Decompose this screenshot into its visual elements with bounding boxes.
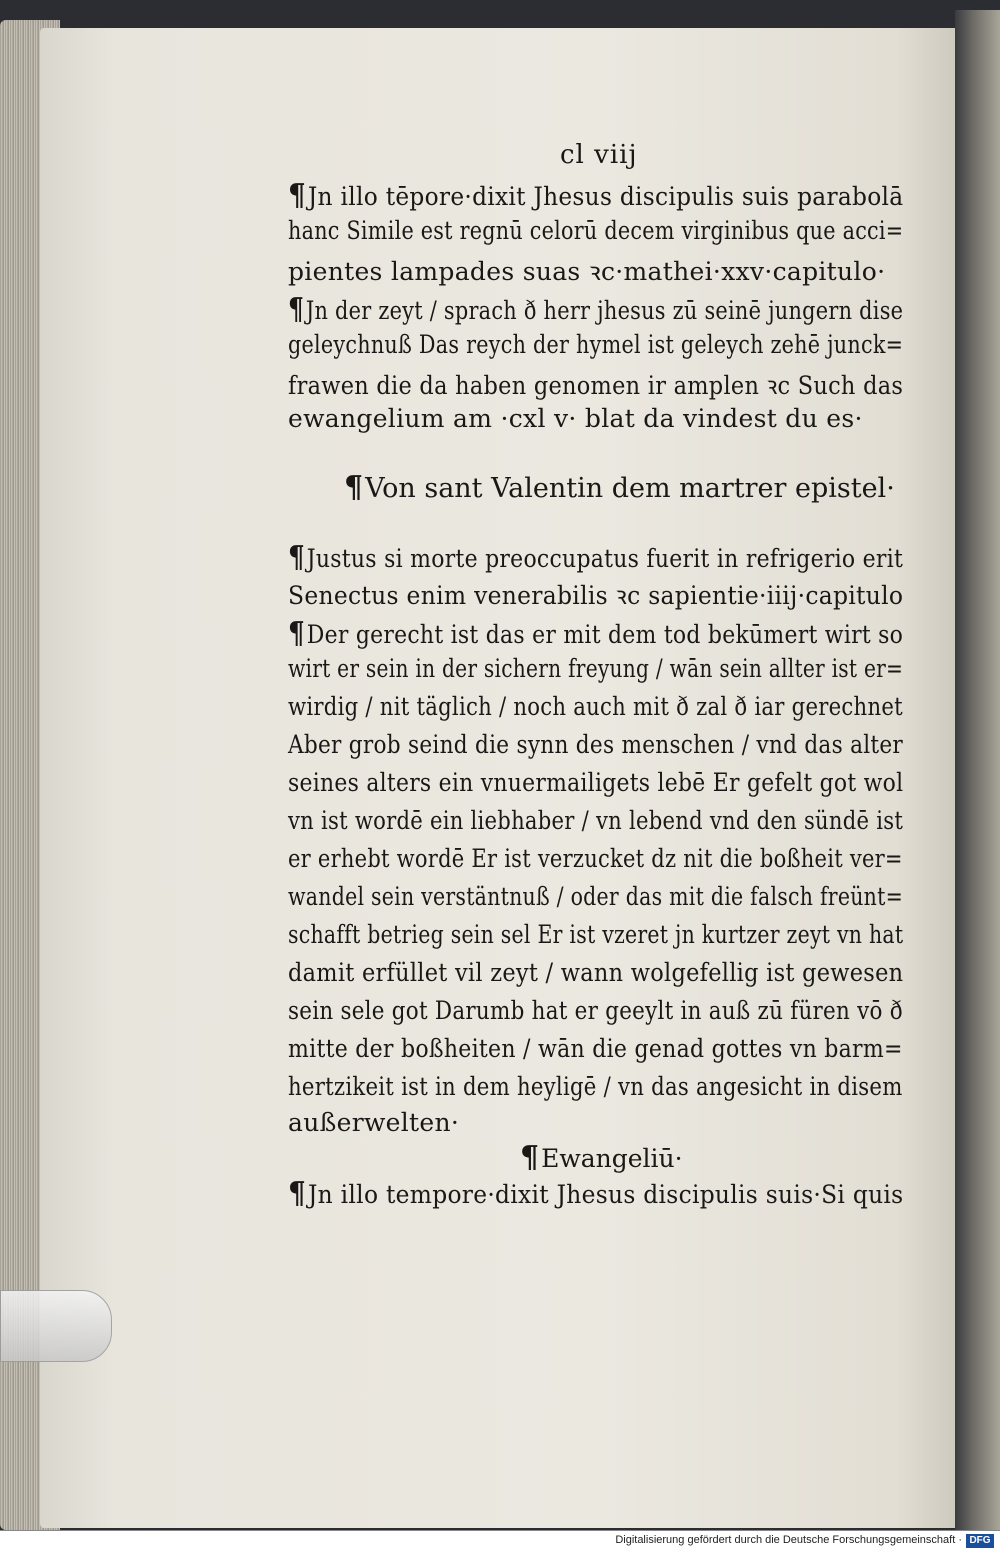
text-line: frawen die da haben genomen ir amplen ꝛc Such das <box>288 371 904 400</box>
text-line: mitte der boßheiten / wān die genad gottes vn barm= <box>288 1034 903 1063</box>
text-line: Aber grob seind die synn des menschen / vnd das alter <box>288 730 903 759</box>
text-line: pientes lampades suas ꝛc·mathei·xxv·capitulo· <box>288 257 886 286</box>
pilcrow-icon: ¶ <box>344 470 364 505</box>
pilcrow-icon: ¶ <box>288 178 307 213</box>
footer-credit: Digitalisierung gefördert durch die Deutsche Forschungsgemeinschaft · <box>615 1534 962 1546</box>
text-line: ¶Justus si morte preoccupatus fuerit in refrigerio erit <box>288 540 904 575</box>
footer-bar <box>0 1530 1000 1552</box>
text-line: ¶Jn illo tempore·dixit Jhesus discipulis suis·Si quis <box>288 1176 904 1211</box>
text-line: hertzikeit ist in dem heyligē / vn das angesicht in disem <box>288 1072 903 1101</box>
text-line: wirt er sein in der sichern freyung / wān sein allter ist er= <box>288 654 904 683</box>
pilcrow-icon: ¶ <box>520 1140 540 1175</box>
dfg-logo: DFG <box>966 1534 994 1548</box>
text-line: außerwelten· <box>288 1108 460 1137</box>
text-line: sein sele got Darumb hat er geeylt in auß zū füren vō ð <box>288 996 903 1025</box>
text-line: wirdig / nit täglich / noch auch mit ð zal ð iar gerechnet <box>288 692 903 721</box>
pilcrow-icon: ¶ <box>288 1176 307 1211</box>
text-line: ewangelium am ·cxl v· blat da vindest du es· <box>288 404 863 433</box>
text-line: ¶Der gerecht ist das er mit dem tod bekūmert wirt so <box>288 616 904 651</box>
pilcrow-icon: ¶ <box>288 616 306 651</box>
pilcrow-icon: ¶ <box>288 292 305 327</box>
text-line: schafft betrieg sein sel Er ist vzeret jn kurtzer zeyt vn hat <box>288 920 904 949</box>
text-line: vn ist wordē ein liebhaber / vn lebend vnd den sündē ist <box>288 806 904 835</box>
text-line: Senectus enim venerabilis ꝛc sapientie·iiij·capitulo <box>288 581 904 610</box>
bookmark-strip <box>0 1290 112 1362</box>
text-line: seines alters ein vnuermailigets lebē Er gefelt got wol <box>288 768 904 797</box>
section-heading: ¶Von sant Valentin dem martrer epistel· <box>344 470 895 505</box>
facing-page-gutter <box>955 10 1000 1530</box>
text-line: hanc Simile est regnū celorū decem virginibus que acci= <box>288 216 904 245</box>
pilcrow-icon: ¶ <box>288 540 306 575</box>
text-line: damit erfüllet vil zeyt / wann wolgefellig ist gewesen <box>288 958 904 987</box>
text-line: ¶Jn der zeyt / sprach ð herr jhesus zū seinē jungern dise <box>288 292 904 327</box>
gospel-heading: ¶Ewangeliū· <box>520 1140 683 1175</box>
text-line: geleychnuß Das reych der hymel ist geleych zehē junck= <box>288 330 904 359</box>
text-line: wandel sein verstäntnuß / oder das mit die falsch freünt= <box>288 882 904 911</box>
text-line: ¶Jn illo tēpore·dixit Jhesus discipulis suis parabolā <box>288 178 904 213</box>
folio-number: cl viij <box>560 140 638 170</box>
text-line: er erhebt wordē Er ist verzucket dz nit die boßheit ver= <box>288 844 903 873</box>
